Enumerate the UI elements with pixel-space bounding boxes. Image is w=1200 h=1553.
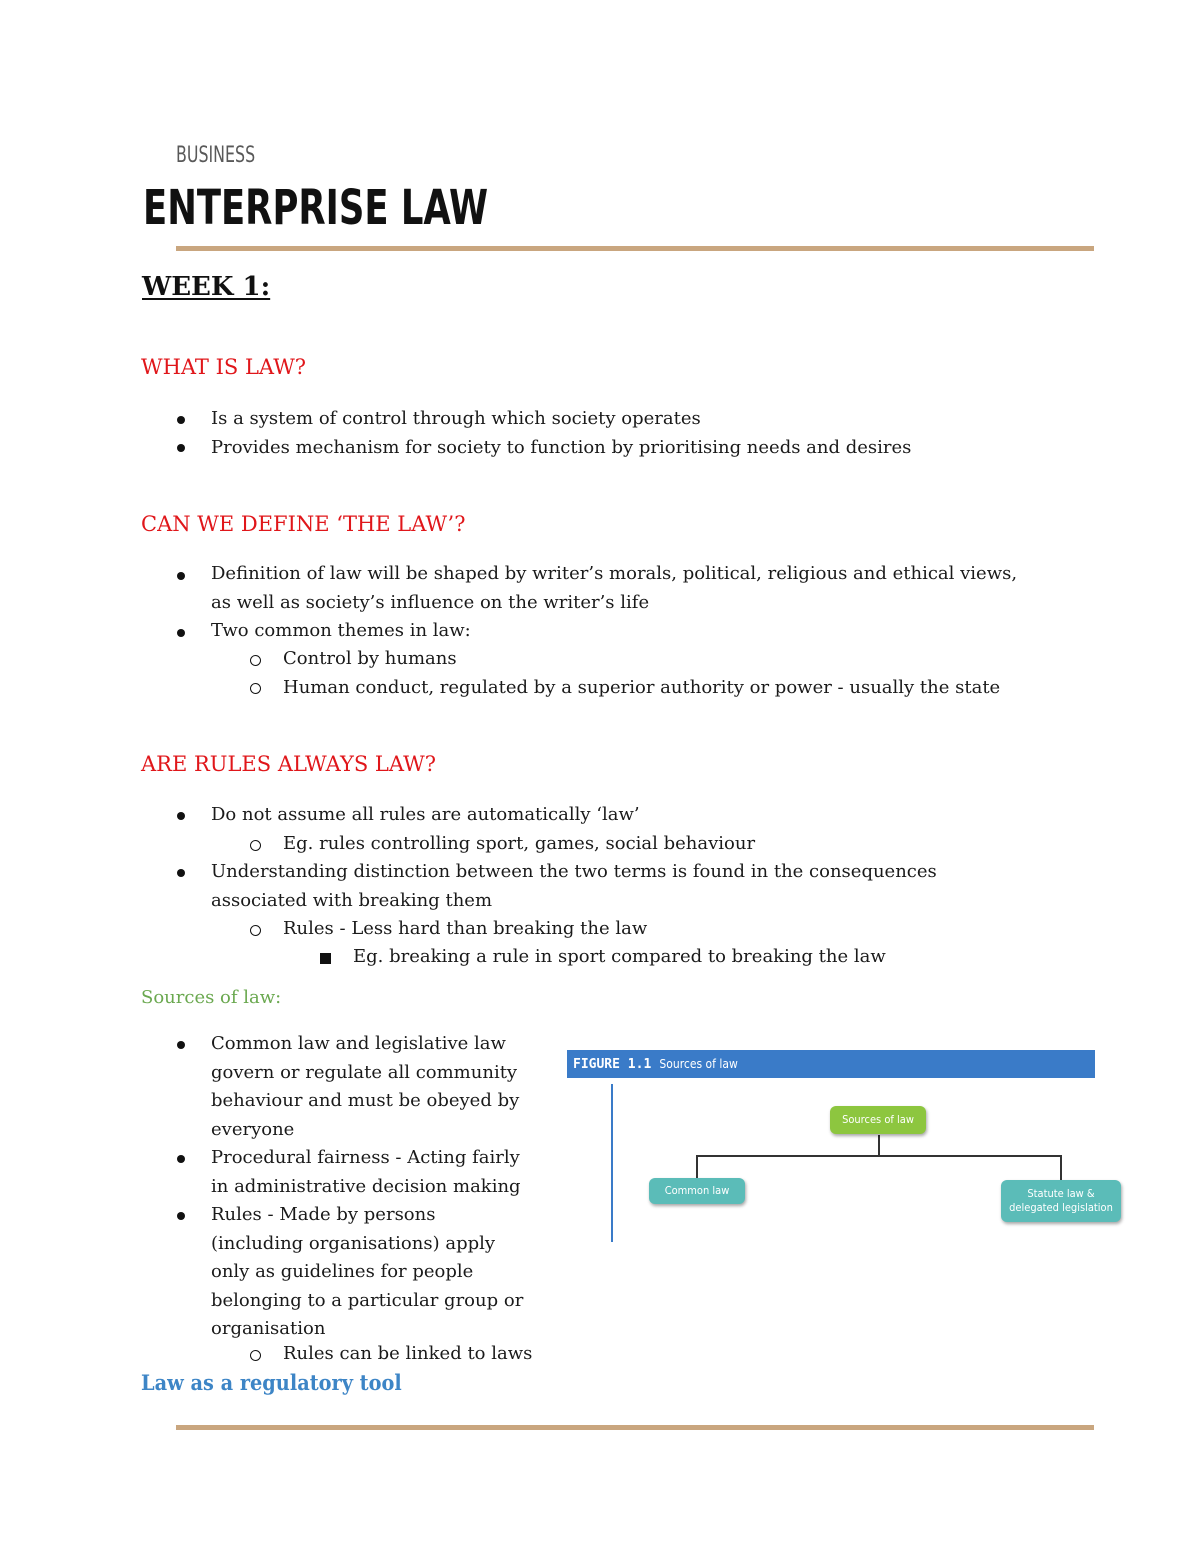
circle-bullet-icon [250, 840, 261, 851]
list-item: Do not assume all rules are automatically ‘law’ [211, 804, 640, 825]
square-bullet-icon [320, 953, 331, 964]
bullet-icon [177, 1212, 185, 1220]
sub-list-item: Human conduct, regulated by a superior authority or power - usually the state [283, 676, 1001, 698]
heading-sources-of-law: Sources of law: [141, 987, 282, 1008]
connector-line [1060, 1155, 1062, 1181]
list-item-line: everyone [211, 1118, 295, 1140]
list-item-line: Rules - Made by persons [211, 1204, 436, 1225]
node-statute-line1: Statute law & [1027, 1187, 1095, 1200]
bullet-icon [177, 572, 185, 580]
list-item-line: Understanding distinction between the two terms is found in the consequences [211, 861, 937, 882]
sub-sub-list-item: Eg. breaking a rule in sport compared to breaking the law [353, 946, 886, 967]
list-item-line: (including organisations) apply [211, 1232, 496, 1254]
circle-bullet-icon [250, 655, 261, 666]
sub-list-item: Eg. rules controlling sport, games, social behaviour [283, 833, 756, 854]
document-kicker: BUSINESS [176, 143, 256, 168]
document-title: ENTERPRISE LAW [143, 180, 489, 236]
figure-caption-bar [567, 1050, 1095, 1078]
list-item-line: belonging to a particular group or [211, 1289, 524, 1311]
bullet-icon [177, 1041, 185, 1049]
sub-list-item: Control by humans [283, 648, 457, 669]
sub-list-item: Rules - Less hard than breaking the law [283, 918, 648, 939]
figure-side-line [611, 1084, 613, 1242]
node-common-law: Common law [649, 1178, 745, 1204]
bullet-icon [177, 1155, 185, 1163]
list-item-line: behaviour and must be obeyed by [211, 1090, 520, 1111]
node-sources-of-law: Sources of law [830, 1106, 926, 1134]
bullet-icon [177, 629, 185, 637]
heading-define-law: CAN WE DEFINE ‘THE LAW’? [141, 512, 466, 536]
list-item-line: in administrative decision making [211, 1175, 521, 1197]
circle-bullet-icon [250, 925, 261, 936]
figure-sources-of-law [567, 1050, 1113, 1250]
heading-regulatory-tool: Law as a regulatory tool [141, 1370, 402, 1395]
heading-rules-law: ARE RULES ALWAYS LAW? [141, 752, 436, 776]
bullet-icon [177, 416, 185, 424]
list-item-continuation: as well as society’s influence on the writer’s life [211, 591, 650, 613]
list-item: Is a system of control through which society operates [211, 408, 701, 429]
bullet-icon [177, 869, 185, 877]
circle-bullet-icon [250, 683, 261, 694]
week-heading: WEEK 1: [142, 272, 271, 302]
list-item-line: Common law and legislative law [211, 1033, 506, 1054]
sources-list [211, 1030, 551, 1344]
figure-caption: Sources of law [659, 1057, 738, 1071]
node-statute-line2: delegated legislation [1009, 1201, 1113, 1214]
bullet-list-what-is-law [211, 405, 911, 462]
connector-line [696, 1155, 1062, 1157]
bullet-icon [177, 444, 185, 452]
bullet-list-define-law [211, 560, 1017, 646]
list-item: Provides mechanism for society to function by prioritising needs and desires [211, 436, 912, 458]
list-item-line: Procedural fairness - Acting fairly [211, 1147, 520, 1168]
list-item: Two common themes in law: [211, 620, 471, 641]
circle-bullet-icon [250, 1350, 261, 1361]
list-item-line: organisation [211, 1318, 326, 1339]
list-item-line: govern or regulate all community [211, 1061, 518, 1083]
list-item-line: associated with breaking them [211, 889, 493, 911]
node-statute-law [1001, 1180, 1121, 1222]
list-item: Definition of law will be shaped by writer’s morals, political, religious and ethical views, [211, 563, 1018, 584]
bullet-icon [177, 812, 185, 820]
heading-what-is-law: WHAT IS LAW? [141, 355, 307, 379]
top-divider [176, 246, 1094, 251]
sub-list-item: Rules can be linked to laws [283, 1343, 533, 1364]
list-item-line: only as guidelines for people [211, 1261, 474, 1282]
figure-number: FIGURE 1.1 [573, 1057, 652, 1072]
bottom-divider [176, 1425, 1094, 1430]
connector-line [878, 1135, 880, 1156]
list-item [211, 858, 937, 915]
sub-list-define-law [283, 645, 1000, 702]
